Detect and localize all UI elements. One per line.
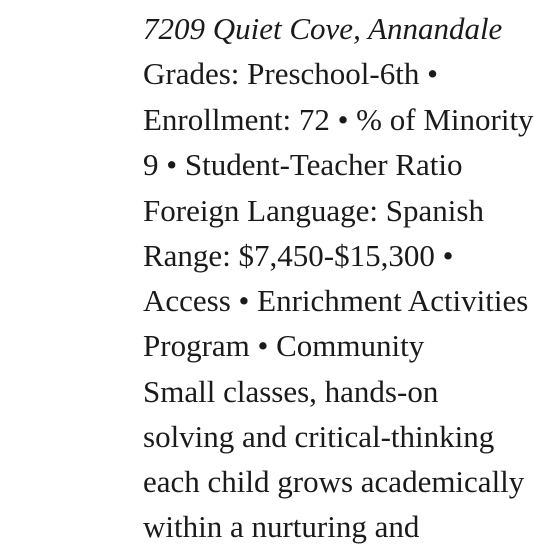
tuition-range-line: Range: $7,450-$15,300 • xyxy=(143,238,454,273)
address-line: 7209 Quiet Cove, Annandale xyxy=(143,11,503,46)
ratio-line: 9 • Student-Teacher Ratio xyxy=(143,147,463,182)
grades-line: Grades: Preschool-6th • xyxy=(143,56,438,91)
description-line-1: Small classes, hands-on xyxy=(143,374,439,409)
description-line-2: solving and critical-thinking xyxy=(143,419,495,454)
program-line: Program • Community xyxy=(143,328,425,363)
enrollment-line: Enrollment: 72 • % of Minority xyxy=(143,102,534,137)
school-listing-text xyxy=(143,9,534,544)
description-line-4: within a nurturing and xyxy=(143,509,420,544)
description-line-3: each child grows academically xyxy=(143,464,525,499)
access-line: Access • Enrichment Activities xyxy=(143,283,529,318)
foreign-language-line: Foreign Language: Spanish xyxy=(143,193,484,228)
